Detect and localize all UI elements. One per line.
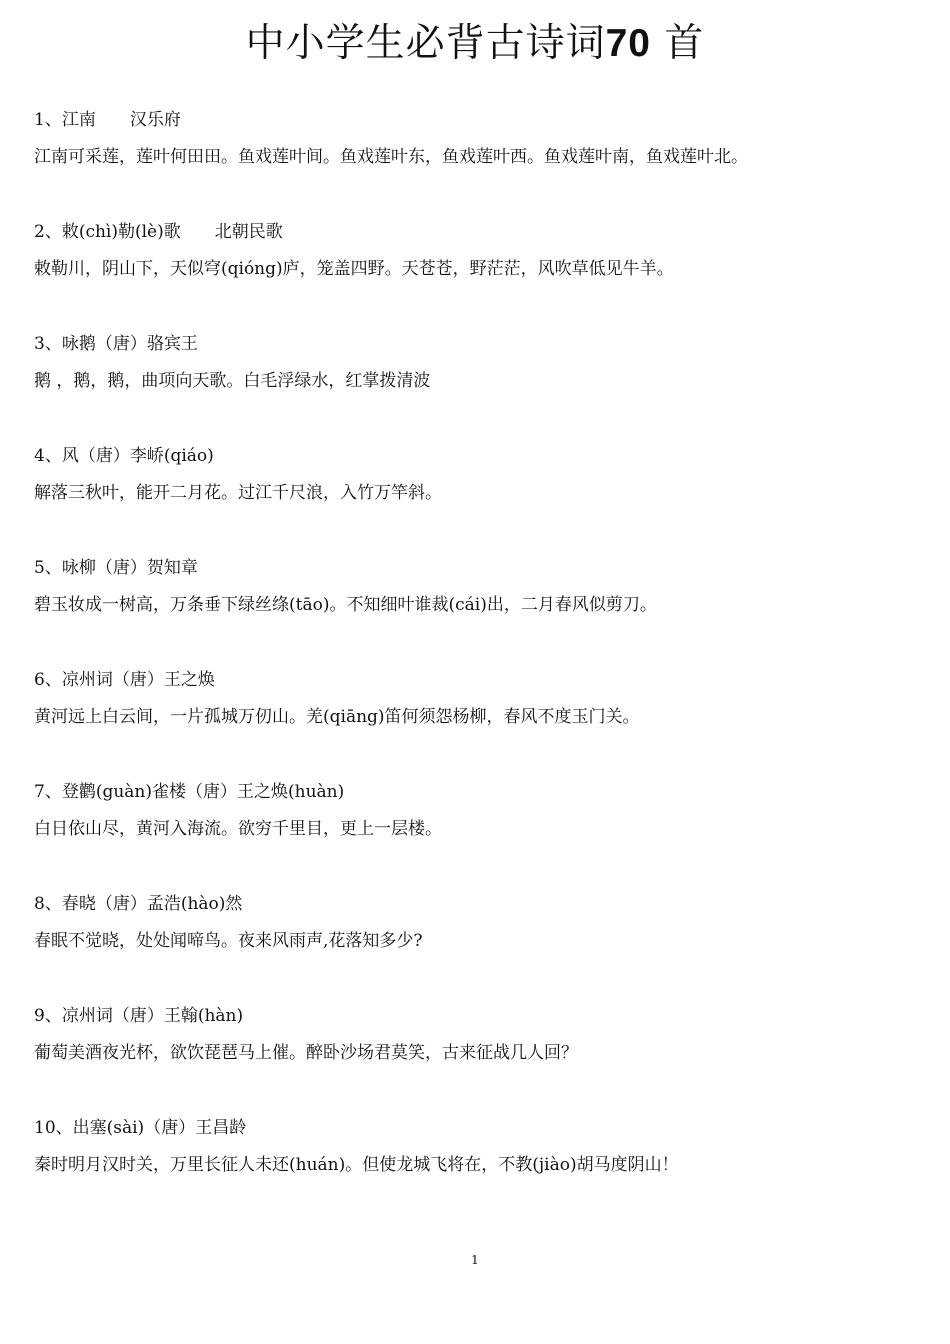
poem-text: 解落三秋叶，能开二月花。过江千尺浪，入竹万竿斜。 (34, 483, 442, 503)
poem-item (34, 327, 924, 439)
page-title (0, 14, 950, 74)
poem-item (34, 215, 924, 327)
poem-heading: 7、登鹳(guàn)雀楼（唐）王之焕(huàn) (34, 782, 345, 802)
poem-item (34, 103, 924, 215)
poem-text: 白日依山尽，黄河入海流。欲穷千里目，更上一层楼。 (34, 819, 442, 839)
poem-text: 碧玉妆成一树高，万条垂下绿丝绦(tāo)。不知细叶谁裁(cái)出，二月春风似剪刀。 (34, 595, 657, 615)
title-text: 中小学生必背古诗词 (245, 21, 606, 66)
title-number: 70 (605, 22, 651, 65)
poem-text: 黄河远上白云间，一片孤城万仞山。羌(qiāng)笛何须怨杨柳，春风不度玉门关。 (34, 707, 640, 727)
poem-item (34, 663, 924, 775)
poem-text: 春眠不觉晓，处处闻啼鸟。夜来风雨声,花落知多少? (34, 931, 423, 951)
poem-heading: 8、春晓（唐）孟浩(hào)然 (34, 894, 243, 914)
poem-heading: 9、凉州词（唐）王翰(hàn) (34, 1006, 244, 1026)
poem-item (34, 439, 924, 551)
poem-item (34, 551, 924, 663)
poem-heading: 6、凉州词（唐）王之焕 (34, 670, 215, 690)
poem-heading: 1、江南 汉乐府 (34, 110, 181, 130)
poem-item (34, 887, 924, 999)
poem-list (34, 103, 924, 1223)
poem-text: 敕勒川，阴山下，天似穹(qióng)庐，笼盖四野。天苍苍，野茫茫，风吹草低见牛羊。 (34, 259, 674, 279)
poem-item (34, 775, 924, 887)
poem-text: 江南可采莲，莲叶何田田。鱼戏莲叶间。鱼戏莲叶东，鱼戏莲叶西。鱼戏莲叶南，鱼戏莲叶北。 (34, 147, 748, 167)
title-suffix: 首 (664, 21, 705, 66)
poem-text: 鹅 ，鹅，鹅，曲项向天歌。白毛浮绿水，红掌拨清波 (34, 371, 431, 391)
poem-text: 秦时明月汉时关，万里长征人未还(huán)。但使龙城飞将在，不教(jiào)胡马度阴山！ (34, 1155, 679, 1175)
poem-heading: 4、风（唐）李峤(qiáo) (34, 446, 214, 466)
poem-heading: 3、咏鹅（唐）骆宾王 (34, 334, 198, 354)
poem-item (34, 1111, 924, 1223)
poem-heading: 5、咏柳（唐）贺知章 (34, 558, 198, 578)
poem-heading: 2、敕(chì)勒(lè)歌 北朝民歌 (34, 222, 283, 242)
page-number: 1 (471, 1253, 479, 1267)
poem-item (34, 999, 924, 1111)
poem-text: 葡萄美酒夜光杯，欲饮琵琶马上催。醉卧沙场君莫笑，古来征战几人回？ (34, 1043, 578, 1063)
poem-heading: 10、出塞(sài)（唐）王昌龄 (34, 1118, 247, 1138)
